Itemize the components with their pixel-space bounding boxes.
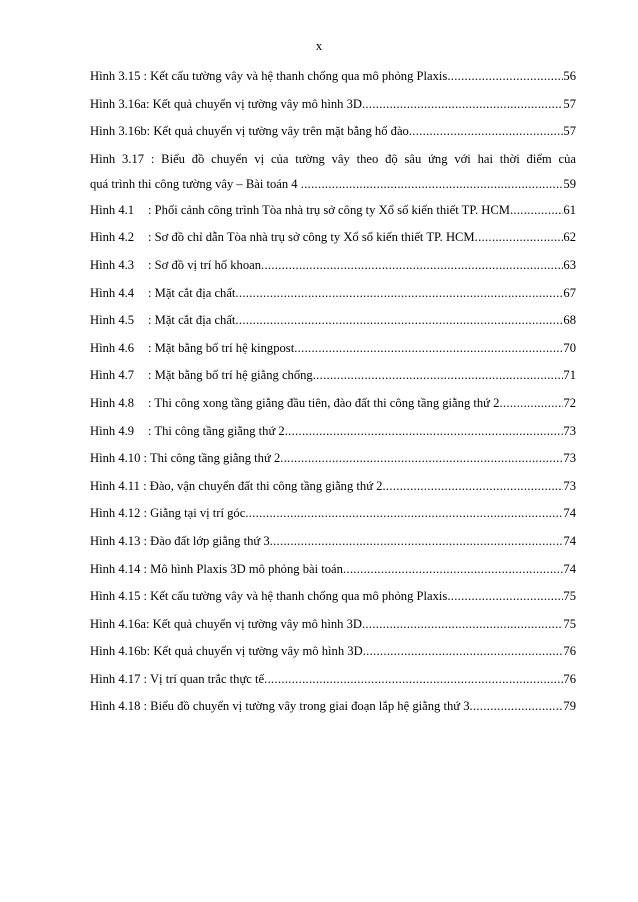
page-ref: 76	[563, 671, 576, 686]
toc-entry[interactable]	[90, 642, 576, 670]
figure-title: : Mô hình Plaxis 3D mô phỏng bài toán	[143, 561, 343, 576]
figure-title: : Kết cấu tường vây và hệ thanh chống qua mô phỏng Plaxis	[143, 589, 448, 604]
toc-entry[interactable]	[90, 284, 576, 312]
figure-title: : Đào đất lớp giằng thứ 3	[143, 533, 270, 548]
figure-title: : Thi công xong tầng giằng đầu tiên, đào đất thi công tầng giằng thứ 2	[148, 395, 500, 410]
figure-number: Hình 4.2	[90, 230, 135, 245]
page-ref: 56	[563, 69, 576, 83]
toc-entry[interactable]	[90, 150, 576, 201]
dot-leader	[363, 642, 564, 660]
toc-entry[interactable]	[90, 67, 576, 95]
figure-title: : Mặt cắt địa chất	[148, 313, 236, 328]
figure-title: : Đào, vận chuyển đất thi công tầng giằng thứ 2	[143, 478, 383, 493]
figure-number: Hình 4.16a:	[90, 616, 150, 631]
page-ref: 79	[563, 699, 576, 714]
figure-title: : Thi công tầng giằng thứ 2	[143, 451, 281, 466]
figure-number: Hình 4.4	[90, 285, 135, 300]
toc-entry[interactable]	[90, 394, 576, 422]
figure-title: : Kết cấu tường vây và hệ thanh chống qua mô phỏng Plaxis	[143, 69, 448, 83]
figure-number: Hình 4.7	[90, 368, 135, 383]
toc-entry[interactable]	[90, 615, 576, 643]
figure-title: : Phối cảnh công trình Tòa nhà trụ sở công ty Xổ số kiến thiết TP. HCM	[148, 202, 510, 217]
figure-number: Hình 4.13	[90, 533, 141, 548]
page-ref: 72	[563, 395, 576, 410]
page-ref: 63	[563, 257, 576, 272]
toc-entry[interactable]	[90, 560, 576, 588]
page-ref: 70	[563, 340, 576, 355]
toc-entry[interactable]	[90, 504, 576, 532]
toc-entry[interactable]	[90, 366, 576, 394]
dot-leader	[245, 504, 563, 522]
page-ref: 71	[563, 368, 576, 383]
figure-title: : Sơ đồ vị trí hố khoan	[148, 257, 262, 272]
toc-entry[interactable]	[90, 311, 576, 339]
toc-entry[interactable]	[90, 670, 576, 698]
figure-number: Hình 4.3	[90, 257, 135, 272]
page-ref: 57	[563, 96, 576, 111]
page-number: x	[315, 38, 323, 53]
dot-leader	[447, 67, 563, 85]
figure-number: Hình 3.15	[90, 69, 141, 83]
toc-entry[interactable]	[90, 449, 576, 477]
dot-leader	[409, 122, 564, 140]
figure-number: Hình 4.8	[90, 395, 135, 410]
figure-number: Hình 4.9	[90, 423, 135, 438]
page-ref: 75	[563, 616, 576, 631]
figure-number: Hình 4.5	[90, 313, 135, 328]
toc-entry[interactable]	[90, 95, 576, 123]
figure-title: : Biểu đồ chuyển vị tường vây trong giai đoạn lắp hệ giằng thứ 3	[143, 699, 470, 714]
figure-number: Hình 4.18	[90, 699, 141, 714]
page-ref: 62	[563, 230, 576, 245]
figure-number: Hình 4.16b:	[90, 644, 151, 659]
toc-entry[interactable]	[90, 201, 576, 229]
dot-leader	[313, 366, 564, 384]
page-ref: 75	[563, 589, 576, 604]
dot-leader	[301, 175, 564, 193]
dot-leader	[447, 587, 563, 605]
dot-leader	[382, 477, 563, 495]
page-ref: 73	[563, 478, 576, 493]
figure-title-line2: quá trình thi công tường vây – Bài toán 4	[90, 176, 298, 191]
toc-entry[interactable]	[90, 122, 576, 150]
dot-leader	[270, 532, 564, 550]
figure-number: Hình 4.10	[90, 451, 141, 466]
figure-title: Kết quả chuyển vị tường vây trên mặt bằng hố đào	[153, 124, 409, 139]
dot-leader	[343, 560, 563, 578]
figure-number: Hình 4.14	[90, 561, 141, 576]
figure-title: : Giằng tại vị trí góc	[143, 506, 246, 521]
dot-leader	[499, 394, 563, 412]
figure-number: Hình 4.1	[90, 202, 135, 217]
dot-leader	[280, 449, 563, 467]
dot-leader	[510, 201, 563, 219]
dot-leader	[285, 422, 564, 440]
toc-entry[interactable]	[90, 339, 576, 367]
dot-leader	[235, 284, 563, 302]
page-ref: 67	[563, 285, 576, 300]
toc-entry[interactable]	[90, 422, 576, 450]
dot-leader	[362, 95, 563, 113]
page-ref: 76	[563, 644, 576, 659]
page-ref: 74	[563, 561, 576, 576]
page-ref: 73	[563, 451, 576, 466]
figure-number: Hình 3.16a:	[90, 96, 150, 111]
figure-number: Hình 4.6	[90, 340, 135, 355]
list-of-figures	[90, 67, 576, 725]
figure-number: Hình 4.11	[90, 478, 140, 493]
figure-title: Kết quả chuyển vị tường vây mô hình 3D	[153, 644, 363, 659]
page-ref: 61	[563, 202, 576, 217]
figure-title: : Mặt bằng bố trí hệ giằng chống	[148, 368, 313, 383]
dot-leader	[294, 339, 563, 357]
figure-title: : Thi công tầng giằng thứ 2	[148, 423, 285, 438]
figure-number: Hình 4.17	[90, 671, 141, 686]
page-ref: 68	[563, 313, 576, 328]
figure-title: : Sơ đồ chỉ dẫn Tòa nhà trụ sở công ty Xổ số kiến thiết TP. HCM	[148, 230, 475, 245]
figure-number: Hình 4.15	[90, 589, 141, 604]
page-ref: 73	[563, 423, 576, 438]
toc-entry[interactable]	[90, 228, 576, 256]
toc-entry[interactable]	[90, 256, 576, 284]
toc-entry[interactable]	[90, 477, 576, 505]
dot-leader	[235, 311, 563, 329]
figure-title: : Mặt bằng bố trí hệ kingpost	[148, 340, 295, 355]
figure-number: Hình 3.16b:	[90, 124, 151, 139]
dot-leader	[261, 256, 563, 274]
toc-entry[interactable]	[90, 697, 576, 725]
page-ref: 74	[563, 533, 576, 548]
dot-leader	[470, 697, 564, 715]
figure-title: Kết quả chuyển vị tường vây mô hình 3D	[152, 616, 362, 631]
figure-title: Kết quả chuyển vị tường vây mô hình 3D	[152, 96, 362, 111]
figure-title: : Vị trí quan trắc thực tế	[143, 671, 265, 686]
dot-leader	[362, 615, 563, 633]
figure-number: Hình 4.12	[90, 506, 141, 521]
figure-number: Hình 3.17	[90, 151, 145, 166]
toc-entry[interactable]	[90, 587, 576, 615]
dot-leader	[264, 670, 563, 688]
toc-entry[interactable]	[90, 532, 576, 560]
dot-leader	[475, 228, 564, 246]
figure-title-line1: : Biểu đồ chuyển vị của tường vây theo độ sâu ứng với hai thời điểm của	[150, 151, 577, 166]
page-ref: 74	[563, 506, 576, 521]
figure-title: : Mặt cắt địa chất	[148, 285, 236, 300]
page-ref: 59	[563, 176, 576, 191]
page-ref: 57	[563, 124, 576, 139]
